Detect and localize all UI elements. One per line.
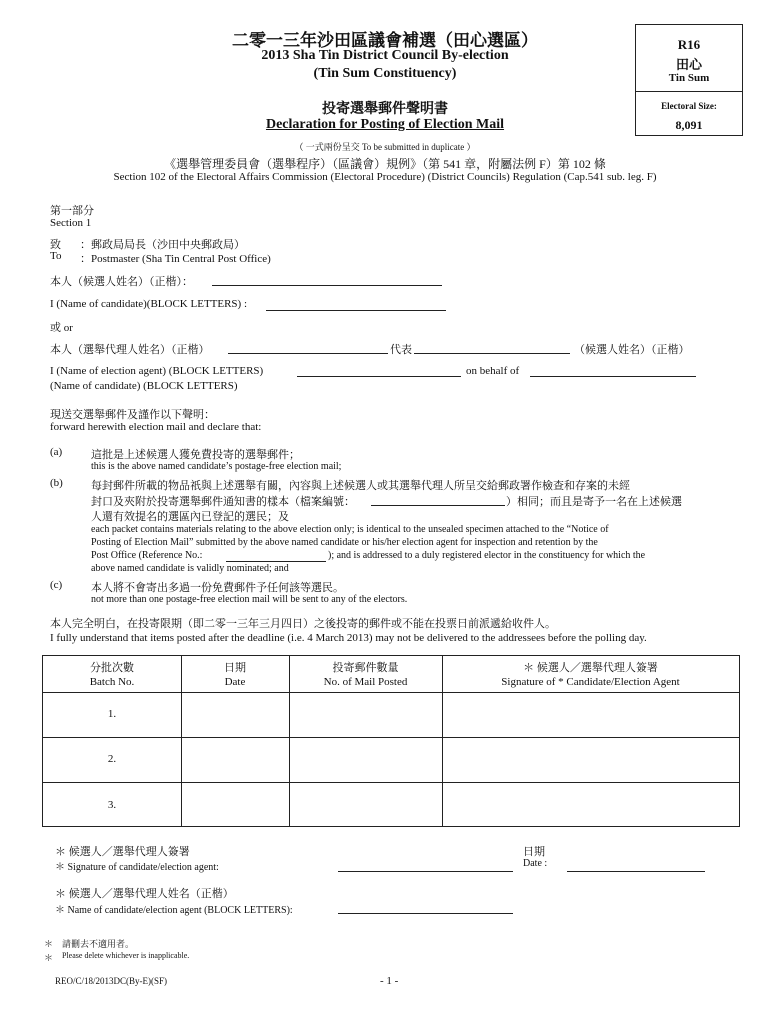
section-heading-english: Section 1 — [50, 217, 92, 229]
form-code: R16 — [677, 37, 701, 52]
table-header-mail-count: 投寄郵件數量 No. of Mail Posted — [323, 662, 408, 688]
item-label-b: (b) — [50, 477, 63, 489]
item-b-text-english-line4: above named candidate is validly nominated; and — [91, 563, 289, 574]
reference-number-field-english[interactable] — [226, 561, 326, 562]
to-value-english: ：Postmaster (Sha Tin Central Post Office) — [80, 253, 271, 265]
table-row-batch-1: 1. — [107, 708, 117, 720]
or-label: 或 or — [50, 322, 73, 334]
to-value-chinese: ：郵政局局長（沙田中央郵政局） — [80, 239, 245, 251]
footnote-chinese: 請刪去不適用者。 — [62, 939, 135, 949]
regulation-english: Section 102 of the Electoral Affairs Commission (Electoral Procedure) (District Councils) Regulation (Cap.541 sub. leg. F) — [113, 171, 657, 183]
candidate-name-label-chinese: 本人（候選人姓名）（正楷）： — [50, 276, 193, 288]
code-box-divider — [636, 91, 742, 92]
name-label-english: ＊ Name of candidate/election agent (BLOCK LETTERS): — [55, 905, 293, 916]
agent-name-label-chinese: 本人（選舉代理人姓名）（正楷） — [50, 344, 210, 356]
reference-number-field-chinese[interactable] — [371, 505, 505, 506]
agent-name-field-english[interactable] — [297, 376, 461, 377]
signature-label-english: ＊ Signature of candidate/election agent: — [55, 862, 219, 873]
agent-candidate-label-english: (Name of candidate) (BLOCK LETTERS) — [50, 380, 238, 392]
agent-candidate-field-english[interactable] — [530, 376, 696, 377]
regulation-chinese: 《選舉管理委員會（選舉程序）（區議會）規例》（第 541 章，附屬法例 F）第 102 條 — [164, 157, 606, 171]
candidate-name-label-english: I (Name of candidate)(BLOCK LETTERS) : — [50, 298, 248, 310]
item-b-text-chinese-line3: 人還有效提名的選區內已登記的選民；及 — [91, 511, 289, 523]
form-reference-number: REO/C/18/2013DC(By-E)(SF) — [55, 976, 168, 986]
item-b-text-chinese-line1: 每封郵件所載的物品祇與上述選舉有關，內容與上述候選人或其選舉代理人所呈交給郵政署作檢查和存案的未經 — [91, 480, 630, 492]
date-field[interactable] — [567, 871, 705, 872]
item-b-text-english-line1: each packet contains materials relating to the above election only; is identical to the unsealed specimen attached to the “Notice of — [91, 524, 609, 535]
batch-table — [42, 655, 740, 827]
table-row-batch-3: 3. — [107, 799, 117, 811]
forward-statement-english: forward herewith election mail and declare that: — [50, 421, 262, 433]
table-row-batch-2: 2. — [107, 753, 117, 765]
footnote-star: ＊ — [44, 939, 54, 949]
to-label-chinese: 致 — [50, 239, 61, 251]
item-b-text-chinese-line2b: ）相同；而且是寄予一名在上述候選 — [506, 496, 682, 508]
agent-on-behalf-english: on behalf of — [466, 365, 520, 377]
footnote-star-2: ＊ — [44, 953, 54, 963]
form-title-chinese: 二零一三年沙田區議會補選（田心選區） — [232, 31, 538, 50]
declaration-title-chinese: 投寄選舉郵件聲明書 — [322, 102, 448, 117]
item-label-a: (a) — [50, 446, 63, 458]
electoral-size-value: 8,091 — [675, 118, 703, 132]
item-b-text-english-line3b: ); and is addressed to a duly registered elector in the constituency for which the — [328, 550, 646, 561]
agent-candidate-label-chinese: （候選人姓名）（正楷） — [574, 344, 690, 356]
agent-name-label-english: I (Name of election agent) (BLOCK LETTERS) — [50, 365, 264, 377]
item-a-text-english: this is the above named candidate’s postage-free election mail; — [91, 461, 342, 472]
signature-field[interactable] — [338, 871, 513, 872]
constituency-name-chinese: 田心 — [675, 57, 702, 72]
form-subtitle-constituency: (Tin Sum Constituency) — [313, 66, 457, 81]
footnote-english: Please delete whichever is inapplicable. — [62, 951, 190, 960]
item-a-text-chinese: 這批是上述候選人獲免費投寄的選舉郵件； — [91, 449, 300, 461]
deadline-statement-chinese: 本人完全明白，在投寄限期（即二零一三年三月四日）之後投寄的郵件或不能在投票日前派遞給收件人。 — [50, 618, 556, 630]
constituency-code-box — [635, 24, 743, 136]
candidate-name-field-english[interactable] — [266, 310, 446, 311]
signature-label-chinese: ＊ 候選人／選舉代理人簽署 — [55, 846, 190, 858]
item-b-text-english-line2: Posting of Election Mail” submitted by the above named candidate or his/her election agent for inspection and retention by the — [91, 537, 598, 548]
item-b-text-english-line3a: Post Office (Reference No.: — [91, 550, 203, 561]
candidate-name-field-chinese[interactable] — [212, 285, 442, 286]
agent-on-behalf-chinese: 代表 — [390, 344, 412, 356]
date-label-chinese: 日期 — [523, 846, 545, 858]
constituency-name-english: Tin Sum — [668, 72, 710, 84]
deadline-statement-english: I fully understand that items posted after the deadline (i.e. 4 March 2013) may not be delivered to the addressees before the polling day. — [50, 632, 647, 644]
forward-statement-chinese: 現送交選舉郵件及謹作以下聲明： — [50, 409, 215, 421]
form-title-english: 2013 Sha Tin District Council By-election — [261, 48, 509, 63]
duplicate-note: （ 一式兩份呈交 To be submitted in duplicate ） — [294, 142, 476, 152]
item-label-c: (c) — [50, 579, 63, 591]
table-header-signature: ＊ 候選人／選舉代理人簽署 Signature of * Candidate/Election Agent — [501, 662, 680, 688]
agent-name-field-chinese[interactable] — [228, 353, 388, 354]
name-label-chinese: ＊ 候選人／選舉代理人姓名（正楷） — [55, 888, 234, 900]
electoral-size-label: Electoral Size: — [661, 101, 717, 111]
page-number: - 1 - — [380, 975, 399, 987]
item-b-text-chinese-line2a: 封口及夾附於投寄選舉郵件通知書的樣本（檔案編號： — [91, 496, 355, 508]
section-heading-chinese: 第一部分 — [50, 205, 94, 217]
to-label-english: To — [50, 250, 62, 262]
item-c-text-chinese: 本人將不會寄出多過一份免費郵件予任何該等選民。 — [91, 582, 344, 594]
agent-candidate-field-chinese[interactable] — [414, 353, 570, 354]
table-header-batch: 分批次數 Batch No. — [89, 662, 135, 688]
item-c-text-english: not more than one postage-free election mail will be sent to any of the electors. — [91, 594, 408, 605]
declaration-title-english: Declaration for Posting of Election Mail — [265, 117, 505, 132]
date-label-english: Date : — [523, 858, 548, 869]
table-header-date: 日期 Date — [224, 662, 246, 688]
name-field[interactable] — [338, 913, 513, 914]
